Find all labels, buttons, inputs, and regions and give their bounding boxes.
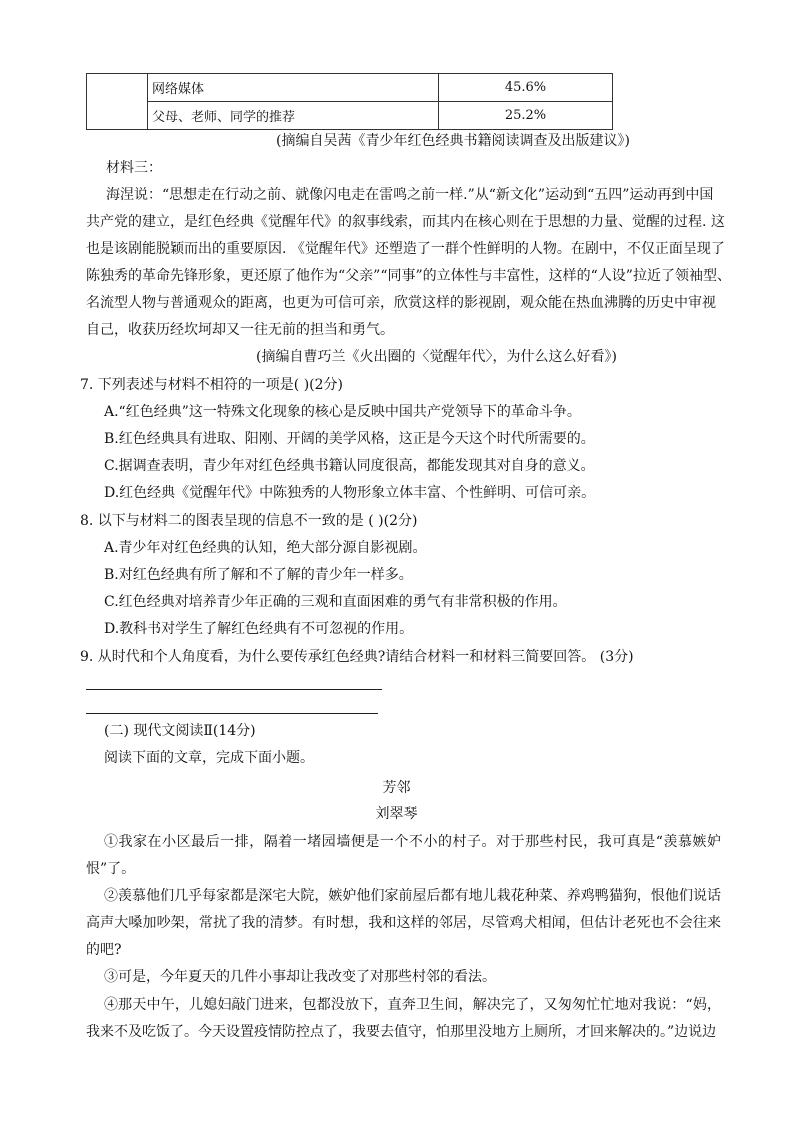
question-8-option-d: D.教科书对学生了解红色经典有不可忽视的作用。 (104, 621, 414, 637)
answer-line[interactable] (86, 713, 378, 714)
article-title: 芳邻 (382, 780, 411, 796)
table-cell-label: 父母、老师、同学的推荐 (148, 102, 439, 130)
question-7-option-d: D.红色经典《觉醒年代》中陈独秀的人物形象立体丰富、个性鲜明、可信可亲。 (104, 485, 596, 501)
table-cell-value: 45.6% (439, 74, 613, 102)
question-8-option-c: C.红色经典对培养青少年正确的三观和直面困难的勇气有非常积极的作用。 (104, 594, 567, 610)
question-7-option-a: A.“红色经典”这一特殊文化现象的核心是反映中国共产党领导下的革命斗争。 (104, 404, 581, 420)
material3-line: 自己，收获历经坎坷却又一往无前的担当和勇气。 (86, 322, 394, 338)
question-7-option-c: C.据调查表明，青少年对红色经典书籍认同度很高，都能发现其对自身的意义。 (104, 458, 595, 474)
material3-line: 海涅说：“思想走在行动之前、就像闪电走在雷鸣之前一样.”从“新文化”运动到“五四”运动再到中国 (106, 187, 714, 203)
source-citation-3: (摘编自曹巧兰《火出圈的〈觉醒年代〉，为什么这么好看》) (256, 349, 617, 365)
question-8-option-a: A.青少年对红色经典的认知，绝大部分源自影视剧。 (104, 540, 427, 556)
answer-line[interactable] (86, 689, 382, 690)
material3-line: 共产党的建立，是红色经典《觉醒年代》的叙事线索，而其内在核心则在于思想的力量、觉醒的过程. 这 (86, 214, 725, 230)
question-8-option-b: B.对红色经典有所了解和不了解的青少年一样多。 (104, 567, 413, 583)
article-paragraph-4: ④那天中午，儿媳妇敲门进来，包都没放下，直奔卫生间，解决完了，又匆匆忙忙地对我说：“妈，我来不及吃饭了。今天设置疫情防控点了，我要去值守，怕那里没地方上厕所，才回来解决的。”边说边 (86, 997, 721, 1040)
article-paragraph-2: ②羡慕他们几乎每家都是深宅大院，嫉妒他们家前屋后都有地儿栽花种菜、养鸡鸭猫狗，恨他们说话高声大嗓加吵架，常扰了我的清梦。有时想，我和这样的邻居，尽管鸡犬相闻，但估计老死也不会往来的吧? (86, 888, 721, 958)
article-paragraph-1: ①我家在小区最后一排，隔着一堵园墙便是一个不小的村子。对于那些村民，我可真是“羡慕嫉妒恨”了。 (86, 834, 721, 877)
reading-instruction: 阅读下面的文章，完成下面小题。 (104, 750, 314, 766)
survey-table (86, 73, 613, 130)
table-cell-value: 25.2% (439, 102, 613, 130)
material3-line: 也是该剧能脱颖而出的重要原因. 《觉醒年代》还塑造了一群个性鲜明的人物。在剧中，不仅正面呈现了 (86, 241, 725, 257)
material3-heading: 材料三： (106, 160, 162, 176)
question-9-stem: 9. 从时代和个人角度看，为什么要传承红色经典?请结合材料一和材料三简要回答。 (3分) (80, 649, 634, 665)
table-row (87, 74, 613, 102)
question-7-stem: 7. 下列表述与材料不相符的一项是( )(2分) (80, 377, 344, 393)
question-7-option-b: B.红色经典具有进取、阳刚、开阔的美学风格，这正是今天这个时代所需要的。 (104, 431, 595, 447)
article-author: 刘翠琴 (375, 806, 418, 822)
table-row (87, 102, 613, 130)
article-paragraph-3: ③可是，今年夏天的几件小事却让我改变了对那些村邻的看法。 (104, 969, 496, 985)
table-blank-cell (87, 74, 148, 130)
material3-line: 陈独秀的革命先锋形象，更还原了他作为“父亲”“同事”的立体性与丰富性，这样的“人设”拉近了领袖型、 (86, 268, 731, 284)
section-title: (二) 现代文阅读Ⅱ(14分) (104, 723, 256, 739)
material3-line: 名流型人物与普通观众的距离，也更为可信可亲，欣赏这样的影视剧，观众能在热血沸腾的历史中审视 (86, 295, 716, 311)
table-cell-label: 网络媒体 (148, 74, 439, 102)
question-8-stem: 8. 以下与材料二的图表呈现的信息不一致的是 ( )(2分) (80, 513, 418, 529)
source-citation-2: (摘编自吴茜《青少年红色经典书籍阅读调查及出版建议》) (276, 133, 630, 149)
